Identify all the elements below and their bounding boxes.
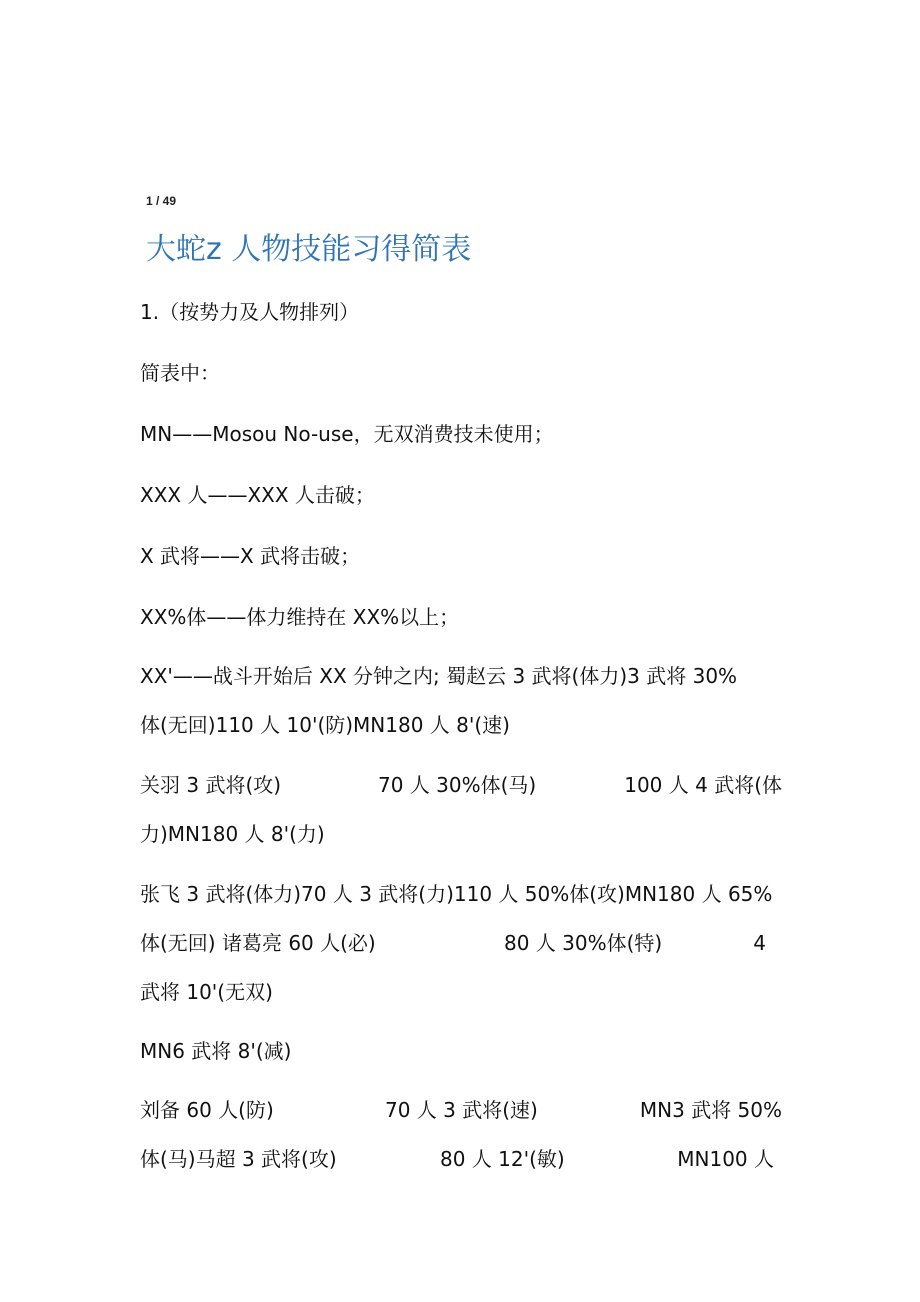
text-line — [140, 761, 782, 810]
text-line — [140, 652, 782, 701]
zhugeliang-col2: 80 人 30%体(特) — [504, 931, 663, 955]
intro-line: 1.（按势力及人物排列） — [140, 300, 360, 324]
text-line — [140, 870, 782, 919]
liubei-col3: MN3 武将 50% — [639, 1098, 782, 1122]
zhaoyun-skills: 体(无回)110 人 10'(防)MN180 人 8'(速) — [140, 713, 510, 737]
machao-col2: 80 人 12'(敏) — [440, 1147, 565, 1171]
liubei-col2: 70 人 3 武将(速) — [385, 1098, 538, 1122]
legend-mn: MN——Mosou No-use，无双消费技未使用； — [140, 422, 554, 446]
text-line — [140, 701, 782, 750]
liubei-col1: 刘备 60 人(防) — [140, 1098, 274, 1122]
legend-heading: 简表中： — [140, 361, 220, 385]
legend-people: XXX 人——XXX 人击破； — [140, 483, 375, 507]
machao-col3: MN100 人 — [677, 1147, 774, 1171]
zhugeliang-col3: 4 — [753, 931, 766, 955]
zhangfei-entry — [140, 870, 782, 1017]
text-line — [140, 1086, 782, 1135]
legend-health: XX%体——体力维持在 XX%以上； — [140, 605, 460, 629]
guanyu-col2: 70 人 30%体(马) — [378, 773, 537, 797]
legend-time-and-zhaoyun: XX'——战斗开始后 XX 分钟之内; 蜀赵云 3 武将(体力)3 武将 30% — [140, 664, 738, 688]
guanyu-col3: 100 人 4 武将(体 — [624, 773, 782, 797]
document-title: 大蛇z 人物技能习得简表 — [146, 232, 472, 267]
zhaoyun-entry — [140, 652, 782, 750]
text-line — [140, 968, 782, 1017]
guanyu-col1: 关羽 3 武将(攻) — [140, 773, 282, 797]
zhangfei-skills: 张飞 3 武将(体力)70 人 3 武将(力)110 人 50%体(攻)MN180 人 65% — [140, 882, 773, 906]
zhugeliang-cont: 武将 10'(无双) — [140, 980, 273, 1004]
text-line — [140, 810, 782, 859]
zhugeliang-col1: 体(无回) 诸葛亮 60 人(必) — [140, 931, 376, 955]
guanyu-entry — [140, 761, 782, 859]
zhugeliang-mn: MN6 武将 8'(减) — [140, 1039, 292, 1063]
machao-col1: 体(马)马超 3 武将(攻) — [140, 1147, 337, 1171]
liubei-entry — [140, 1086, 782, 1184]
text-line — [140, 1135, 782, 1184]
page-number: 1 / 49 — [146, 194, 177, 208]
legend-generals: X 武将——X 武将击破； — [140, 544, 361, 568]
guanyu-cont: 力)MN180 人 8'(力) — [140, 822, 325, 846]
text-line — [140, 919, 782, 968]
